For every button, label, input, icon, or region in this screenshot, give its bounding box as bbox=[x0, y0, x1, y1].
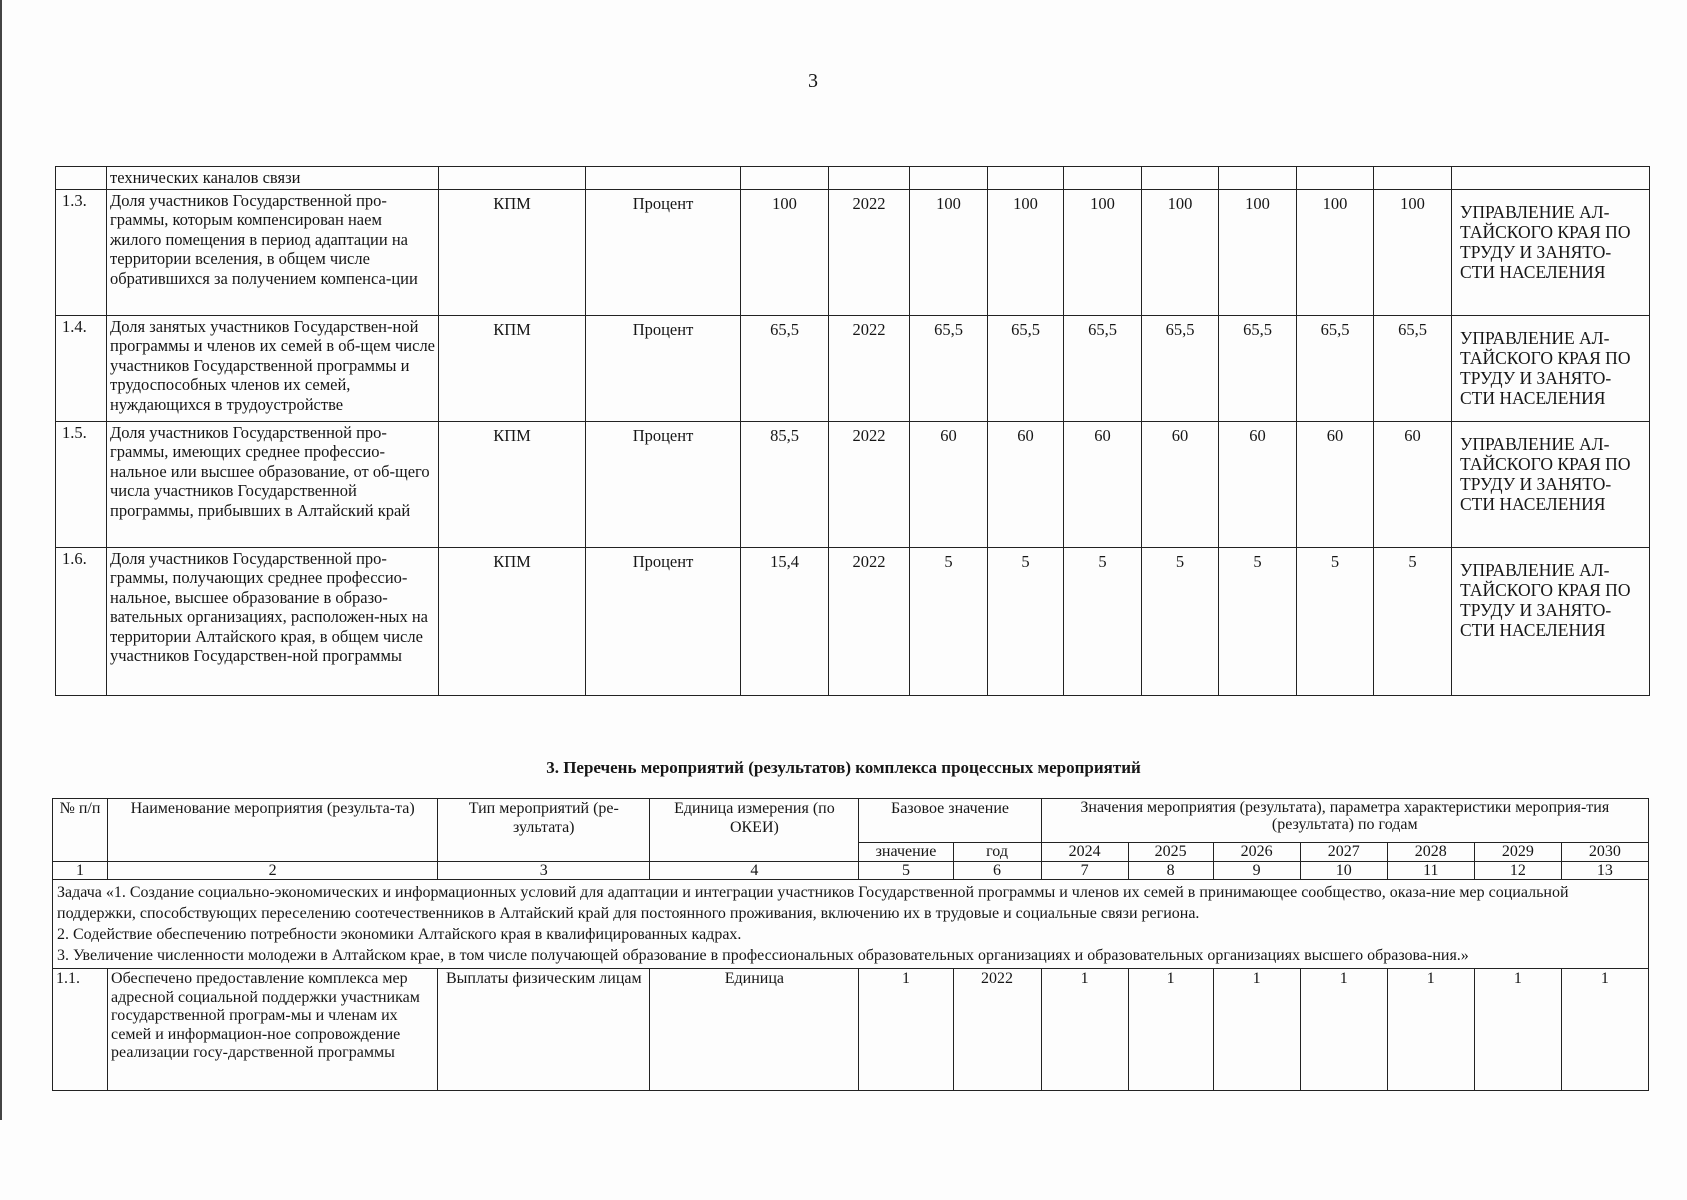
header-year: 2026 bbox=[1213, 843, 1300, 862]
header-year: 2030 bbox=[1561, 843, 1648, 862]
page-number: 3 bbox=[808, 70, 818, 92]
header-year: 2029 bbox=[1474, 843, 1561, 862]
table-row: 1.1. Обеспечено предоставление комплекса мер адресной социальной поддержки участникам государственной програм-мы и членам их семей и информацион-ное сопровождение реализации госу-дарственной программы Выплаты физическим лицам Единица 1 2022 1 1 1 1 1 1 1 bbox=[53, 969, 1649, 1091]
header-year: 2027 bbox=[1300, 843, 1387, 862]
header-name: Наименование мероприятия (результа-та) bbox=[108, 799, 438, 862]
header-values: Значения мероприятия (результата), параметра характеристики мероприя-тия (результата) по годам bbox=[1041, 799, 1648, 843]
activities-table bbox=[52, 798, 1649, 1091]
header-type: Тип мероприятий (ре-зультата) bbox=[438, 799, 650, 862]
task-row bbox=[53, 880, 1649, 969]
scan-edge-line bbox=[0, 0, 2, 1120]
table-row: 1.5. Доля участников Государственной про-граммы, имеющих среднее профессио-нальное или высшее образование, от об-щего числа участников Государственной программы, прибывших в Алтайский край КПМ Процент 85,5 2022 60 60 60 60 60 60 60 УПРАВЛЕНИЕ АЛ-ТАЙСКОГО КРАЯ ПО ТРУДУ И ЗАНЯТО-СТИ НАСЕЛЕНИЯ bbox=[56, 421, 1650, 547]
table-row: 1.3. Доля участников Государственной про-граммы, которым компенсирован наем жилого помещения в период адаптации на территории вселения, в общем числе обратившихся за получением компенса-ции КПМ Процент 100 2022 100 100 100 100 100 100 100 УПРАВЛЕНИЕ АЛ-ТАЙСКОГО КРАЯ ПО ТРУДУ И ЗАНЯТО-СТИ НАСЕЛЕНИЯ bbox=[56, 189, 1650, 315]
table-row bbox=[56, 167, 1650, 190]
header-unit: Единица измерения (по ОКЕИ) bbox=[650, 799, 859, 862]
header-base-year: год bbox=[953, 843, 1041, 862]
header-year: 2028 bbox=[1387, 843, 1474, 862]
header-row bbox=[53, 799, 1649, 843]
indicators-table bbox=[55, 166, 1650, 696]
table-row: 1.6. Доля участников Государственной про-граммы, получающих среднее профессио-нальное, высшее образование в образо-вательных организациях, расположен-ных на территории Алтайского края, в общем числе участников Государствен-ной программы КПМ Процент 15,4 2022 5 5 5 5 5 5 5 УПРАВЛЕНИЕ АЛ-ТАЙСКОГО КРАЯ ПО ТРУДУ И ЗАНЯТО-СТИ НАСЕЛЕНИЯ bbox=[56, 547, 1650, 695]
header-year: 2025 bbox=[1128, 843, 1213, 862]
continuation-text: технических каналов связи bbox=[107, 167, 439, 190]
header-year: 2024 bbox=[1041, 843, 1128, 862]
table-row: 1.4. Доля занятых участников Государствен-ной программы и членов их семей в об-щем числе участников Государственной программы и трудоспособных членов их семей, нуждающихся в трудоустройстве КПМ Процент 65,5 2022 65,5 65,5 65,5 65,5 65,5 65,5 65,5 УПРАВЛЕНИЕ АЛ-ТАЙСКОГО КРАЯ ПО ТРУДУ И ЗАНЯТО-СТИ НАСЕЛЕНИЯ bbox=[56, 315, 1650, 421]
column-numbers-row: 1 2 3 4 5 6 7 8 9 10 11 12 13 bbox=[53, 862, 1649, 880]
section-title: 3. Перечень мероприятий (результатов) комплекса процессных мероприятий bbox=[546, 758, 1141, 777]
header-num: № п/п bbox=[53, 799, 108, 862]
task-text: Задача «1. Создание социально-экономических и информационных условий для адаптации и интеграции участников Государственной программы и членов их семей в принимающее сообщество, оказа-ние мер социальной поддержки, способствующих переселению соотечественников в Алтайский край для постоянного проживания, включению их в трудовые и социальные связи региона. 2. Содействие обеспечению потребности экономики Алтайского края в квалифицированных кадрах. 3. Увеличение численности молодежи в Алтайском крае, в том числе получающей образование в профессиональных образовательных организациях и образовательных организациях высшего образова-ния.» bbox=[53, 880, 1649, 969]
header-base-value: значение bbox=[859, 843, 953, 862]
header-base: Базовое значение bbox=[859, 799, 1041, 843]
